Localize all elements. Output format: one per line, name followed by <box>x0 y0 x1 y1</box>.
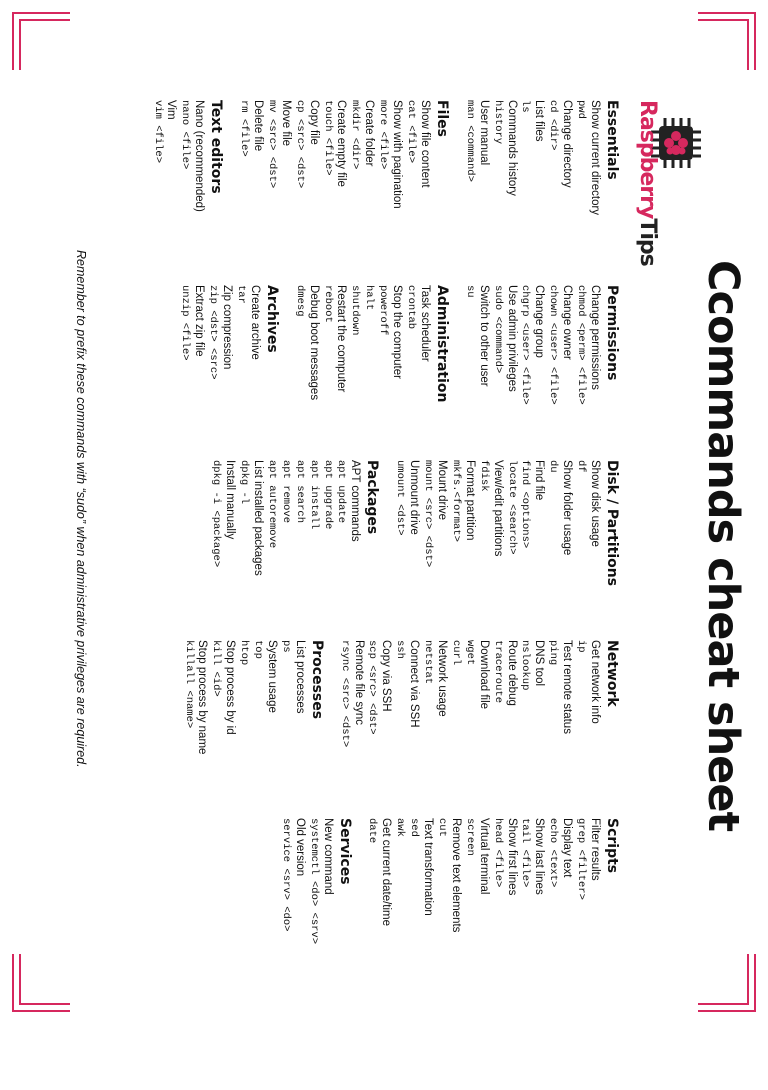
command-syntax: crontab <box>405 285 418 330</box>
command-syntax: shutdown <box>349 285 362 336</box>
command-syntax: sudo <command> <box>491 285 504 374</box>
command-syntax: kill <id> <box>210 640 223 697</box>
command-description: Commands history <box>505 100 518 196</box>
command-syntax: cp <src> <dst> <box>293 100 306 189</box>
command-syntax: man <command> <box>463 100 476 182</box>
command-syntax: cat <file> <box>405 100 418 164</box>
command-syntax: netstat <box>422 640 435 685</box>
command-description: Create folder <box>363 100 376 167</box>
command-description: Copy file <box>307 100 320 145</box>
command-syntax: top <box>252 640 265 659</box>
section-heading: Essentials <box>604 100 620 180</box>
command-syntax: cut <box>436 818 449 837</box>
section-essentials <box>462 100 620 260</box>
command-description: Unmount drive <box>408 460 421 535</box>
command-syntax: vim <file> <box>151 100 164 164</box>
section-heading: Archives <box>263 285 280 353</box>
command-syntax: dpkg -i <package> <box>210 460 223 568</box>
command-description: Debug boot messages <box>307 285 320 401</box>
command-syntax: awk <box>394 818 407 837</box>
command-syntax: zip <dst> <src> <box>207 285 220 380</box>
command-description: Stop the computer <box>391 285 404 379</box>
section-heading: Packages <box>364 460 381 535</box>
command-syntax: mkfs.<format> <box>449 460 462 542</box>
command-syntax: rsync <src> <dst> <box>338 640 351 748</box>
command-description: Vim <box>165 100 178 120</box>
command-description: User manual <box>477 100 490 166</box>
command-syntax: curl <box>449 640 462 666</box>
command-syntax: chown <user> <file> <box>547 285 560 405</box>
command-syntax: du <box>547 460 560 473</box>
command-description: Stop process by name <box>196 640 209 755</box>
command-syntax: df <box>575 460 588 473</box>
command-description: Show last lines <box>533 818 546 895</box>
command-description: Show first lines <box>505 818 518 896</box>
command-syntax: nano <file> <box>179 100 192 170</box>
command-description: Route debug <box>505 640 518 706</box>
command-description: View/edit partitions <box>491 460 504 557</box>
command-syntax: find <options> <box>519 460 532 549</box>
command-syntax: dpkg -l <box>238 460 251 505</box>
command-description: DNS tool <box>533 640 546 687</box>
section-scripts <box>365 818 620 978</box>
command-description: Move file <box>279 100 292 147</box>
command-description: Filter results <box>589 818 601 881</box>
command-description: New command <box>321 818 334 895</box>
command-syntax: unzip <file> <box>179 285 192 361</box>
command-description: Find file <box>533 460 546 501</box>
brand-name <box>635 100 660 266</box>
command-description: Virtual terminal <box>477 818 490 895</box>
section-heading: Permissions <box>604 285 620 381</box>
command-syntax: wget <box>463 640 476 666</box>
command-syntax: ip <box>575 640 588 653</box>
section-heading: Files <box>433 100 450 137</box>
section-processes <box>181 640 325 800</box>
command-description: Restart the computer <box>335 285 348 393</box>
command-description: Zip compression <box>221 285 234 370</box>
command-syntax: killall <name> <box>182 640 195 729</box>
command-description: Old version <box>293 818 306 877</box>
command-description: Text transformation <box>422 818 435 916</box>
command-syntax: tail <file> <box>519 818 532 888</box>
command-description: Nano (recommended) <box>193 100 206 212</box>
command-syntax: date <box>366 818 379 844</box>
section-heading: Text editors <box>208 100 225 194</box>
command-description: Change owner <box>561 285 574 360</box>
column-4 <box>169 640 620 800</box>
section-permissions <box>462 285 620 445</box>
command-description: Show with pagination <box>391 100 404 209</box>
command-description: Delete file <box>252 100 265 152</box>
command-description: Change directory <box>561 100 574 188</box>
command-description: Get current date/time <box>380 818 393 927</box>
command-description: Download file <box>477 640 490 710</box>
command-description: Show disk usage <box>589 460 601 547</box>
command-syntax: touch <file> <box>321 100 334 176</box>
command-syntax: more <file> <box>377 100 390 170</box>
column-1 <box>138 100 620 260</box>
command-syntax: grep <filter> <box>575 818 588 900</box>
command-description: Connect via SSH <box>408 640 421 728</box>
command-syntax: ps <box>279 640 292 653</box>
command-description: Extract zip file <box>193 285 206 357</box>
command-syntax: rm <file> <box>238 100 251 157</box>
command-syntax: chmod <perm> <file> <box>575 285 588 405</box>
command-description: Show folder usage <box>561 460 574 556</box>
column-2 <box>165 285 620 445</box>
command-syntax: traceroute <box>491 640 504 704</box>
command-description: Format partition <box>463 460 476 541</box>
command-syntax: echo <text> <box>547 818 560 888</box>
command-syntax: screen <box>463 818 476 856</box>
command-description: Display text <box>561 818 574 878</box>
command-description: Task scheduler <box>418 285 431 362</box>
command-syntax: reboot <box>321 285 334 323</box>
command-description: Show file content <box>418 100 431 188</box>
command-description: Change group <box>533 285 546 358</box>
brand-tips: Tips <box>635 218 660 266</box>
brand-raspberry: Raspberry <box>635 100 660 219</box>
command-description: Network usage <box>436 640 449 717</box>
command-description: Switch to other user <box>477 285 490 387</box>
command-syntax: apt remove <box>279 460 292 524</box>
section-heading: Disk / Partitions <box>604 460 620 587</box>
command-description: Remove text elements <box>449 818 462 933</box>
command-syntax: scp <src> <dst> <box>366 640 379 735</box>
section-network <box>337 640 620 800</box>
section-services <box>278 818 353 978</box>
corner-decoration-tl <box>698 12 756 70</box>
command-syntax: sed <box>408 818 421 837</box>
section-heading: Network <box>604 640 620 707</box>
command-description: List processes <box>293 640 306 714</box>
command-description: Test remote status <box>561 640 574 734</box>
command-syntax: history <box>491 100 504 145</box>
command-description: APT commands <box>349 460 362 542</box>
command-syntax: apt install <box>307 460 320 530</box>
command-syntax: ls <box>519 100 532 113</box>
command-syntax: chgrp <user> <file> <box>519 285 532 405</box>
command-syntax: fdisk <box>477 460 490 492</box>
corner-decoration-tr <box>698 954 756 1012</box>
command-description: Show current directory <box>589 100 601 216</box>
section-files <box>236 100 450 260</box>
corner-decoration-br <box>12 954 70 1012</box>
section-disk-partitions <box>392 460 620 620</box>
command-syntax: apt search <box>293 460 306 524</box>
command-description: List files <box>533 100 546 142</box>
section-administration <box>292 285 450 445</box>
command-syntax: apt upgrade <box>321 460 334 530</box>
command-description: Remote file sync <box>352 640 365 726</box>
command-syntax: pwd <box>575 100 588 119</box>
command-syntax: ssh <box>394 640 407 659</box>
command-description: Install manually <box>224 460 237 540</box>
column-5 <box>266 818 620 978</box>
command-description: Stop process by id <box>224 640 237 735</box>
command-syntax: poweroff <box>377 285 390 336</box>
command-syntax: apt autoremove <box>265 460 278 549</box>
command-syntax: ping <box>547 640 560 666</box>
command-description: Mount drive <box>436 460 449 521</box>
command-syntax: htop <box>238 640 251 666</box>
section-heading: Services <box>336 818 353 885</box>
command-syntax: halt <box>363 285 376 311</box>
command-syntax: mkdir <dir> <box>349 100 362 170</box>
command-syntax: head <file> <box>491 818 504 888</box>
command-description: Use admin privileges <box>505 285 518 392</box>
footer-note: Remember to prefix these commands with “sudo” when administrative privileges are required. <box>74 250 88 768</box>
command-description: Change permissions <box>589 285 601 390</box>
page-title: Ccommands cheat sheet <box>698 260 748 832</box>
command-syntax: apt update <box>335 460 348 524</box>
section-text-editors <box>150 100 225 260</box>
command-description: Copy via SSH <box>380 640 393 712</box>
section-archives <box>177 285 279 445</box>
command-syntax: mount <src> <dst> <box>422 460 435 568</box>
command-description: System usage <box>265 640 278 713</box>
column-3 <box>196 460 620 620</box>
section-heading: Processes <box>308 640 325 720</box>
command-description: Get network info <box>589 640 601 724</box>
command-syntax: mv <src> <dst> <box>265 100 278 189</box>
command-syntax: locate <search> <box>505 460 518 555</box>
command-syntax: cd <dir> <box>547 100 560 151</box>
section-heading: Scripts <box>604 818 620 874</box>
corner-decoration-bl <box>12 12 70 70</box>
command-syntax: nslookup <box>519 640 532 691</box>
section-heading: Administration <box>433 285 450 403</box>
command-syntax: service <srv> <do> <box>279 818 292 932</box>
command-syntax: dmesg <box>293 285 306 317</box>
command-syntax: tar <box>234 285 247 304</box>
command-syntax: su <box>463 285 476 298</box>
command-description: Create archive <box>248 285 261 360</box>
command-description: List installed packages <box>252 460 265 576</box>
command-syntax: systemctl <do> <srv> <box>307 818 320 945</box>
section-packages <box>208 460 380 620</box>
command-syntax: umount <dst> <box>394 460 407 536</box>
command-description: Create empty file <box>335 100 348 187</box>
